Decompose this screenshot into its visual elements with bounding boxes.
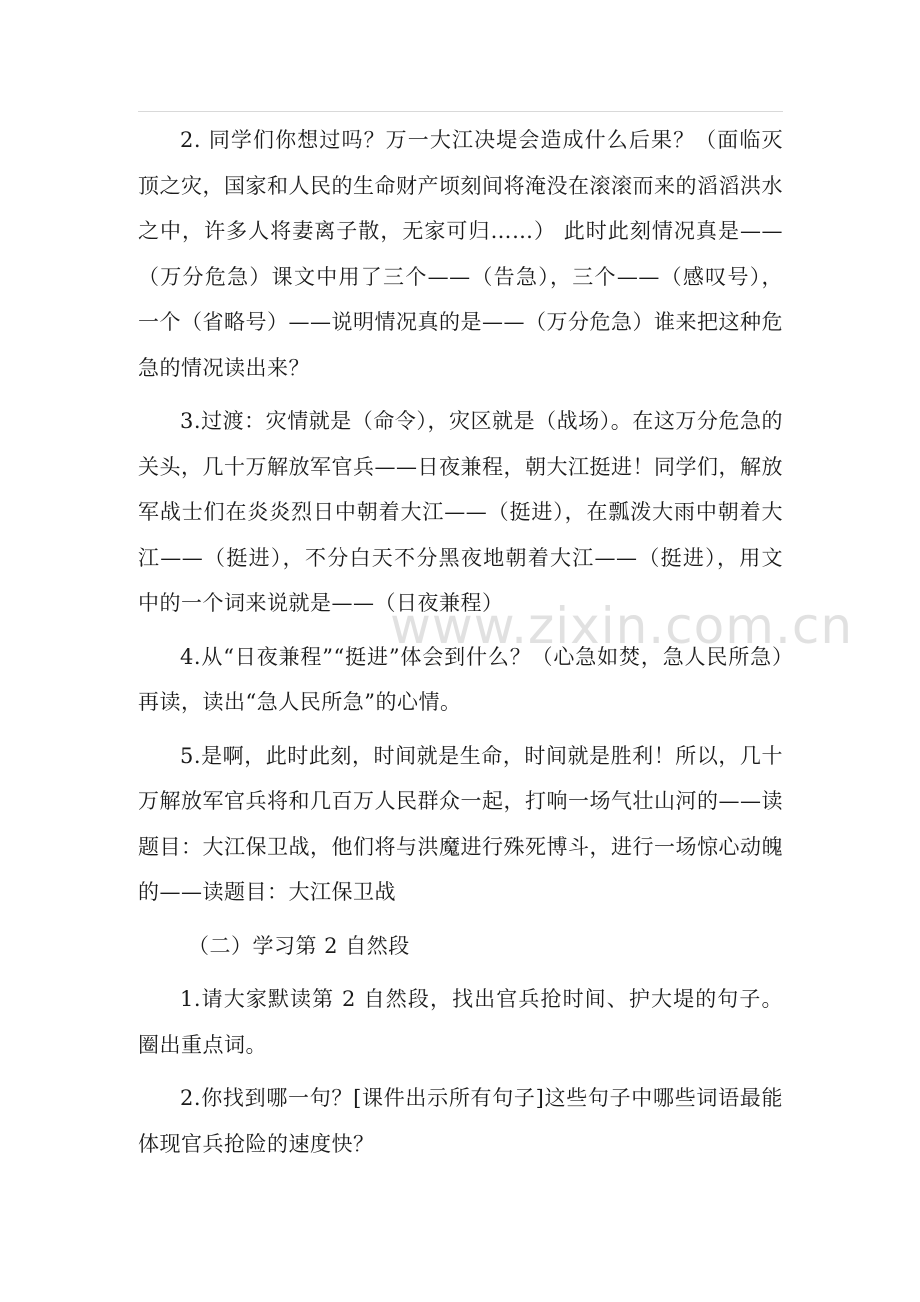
paragraph-2: 2. 同学们你想过吗？万一大江决堤会造成什么后果？（面临灭顶之灾，国家和人民的生命财产顷刻间将淹没在滚滚而来的滔滔洪水之中，许多人将妻离子散，无家可归……） 此时此刻情况真是——（万分危急）课文中用了三个——（告急），三个——（感叹号），一个（省略号）——说明情况真的是——（万分危急）谁来把这种危急的情况读出来？ [138,128,783,380]
paragraph-4: 4.从“日夜兼程”“挺进”体会到什么？（心急如焚，急人民所急）再读，读出“急人民所急”的心情。 [138,644,783,714]
section-heading: （二）学习第 2 自然段 [188,933,410,958]
header-rule [138,111,783,112]
paragraph-task-1: 1.请大家默读第 2 自然段，找出官兵抢时间、护大堤的句子。圈出重点词。 [138,987,783,1057]
watermark: www.zixin.com.cn [390,597,854,655]
paragraph-5: 5.是啊，此时此刻，时间就是生命，时间就是胜利！所以，几十万解放军官兵将和几百万人民群众一起，打响一场气壮山河的——读题目：大江保卫战，他们将与洪魔进行殊死博斗，进行一场惊心动魄的——读题目：大江保卫战 [138,743,783,904]
paragraph-task-2: 2.你找到哪一句？[课件出示所有句子]这些句子中哪些词语最能体现官兵抢险的速度快？ [138,1086,783,1156]
paragraph-3: 3.过渡：灾情就是（命令），灾区就是（战场）。在这万分危急的关头，几十万解放军官兵——日夜兼程，朝大江挺进！同学们，解放军战士们在炎炎烈日中朝着大江——（挺进），在瓢泼大雨中朝着大江——（挺进），不分白天不分黑夜地朝着大江——（挺进），用文中的一个词来说就是——（日夜兼程） [138,409,783,615]
